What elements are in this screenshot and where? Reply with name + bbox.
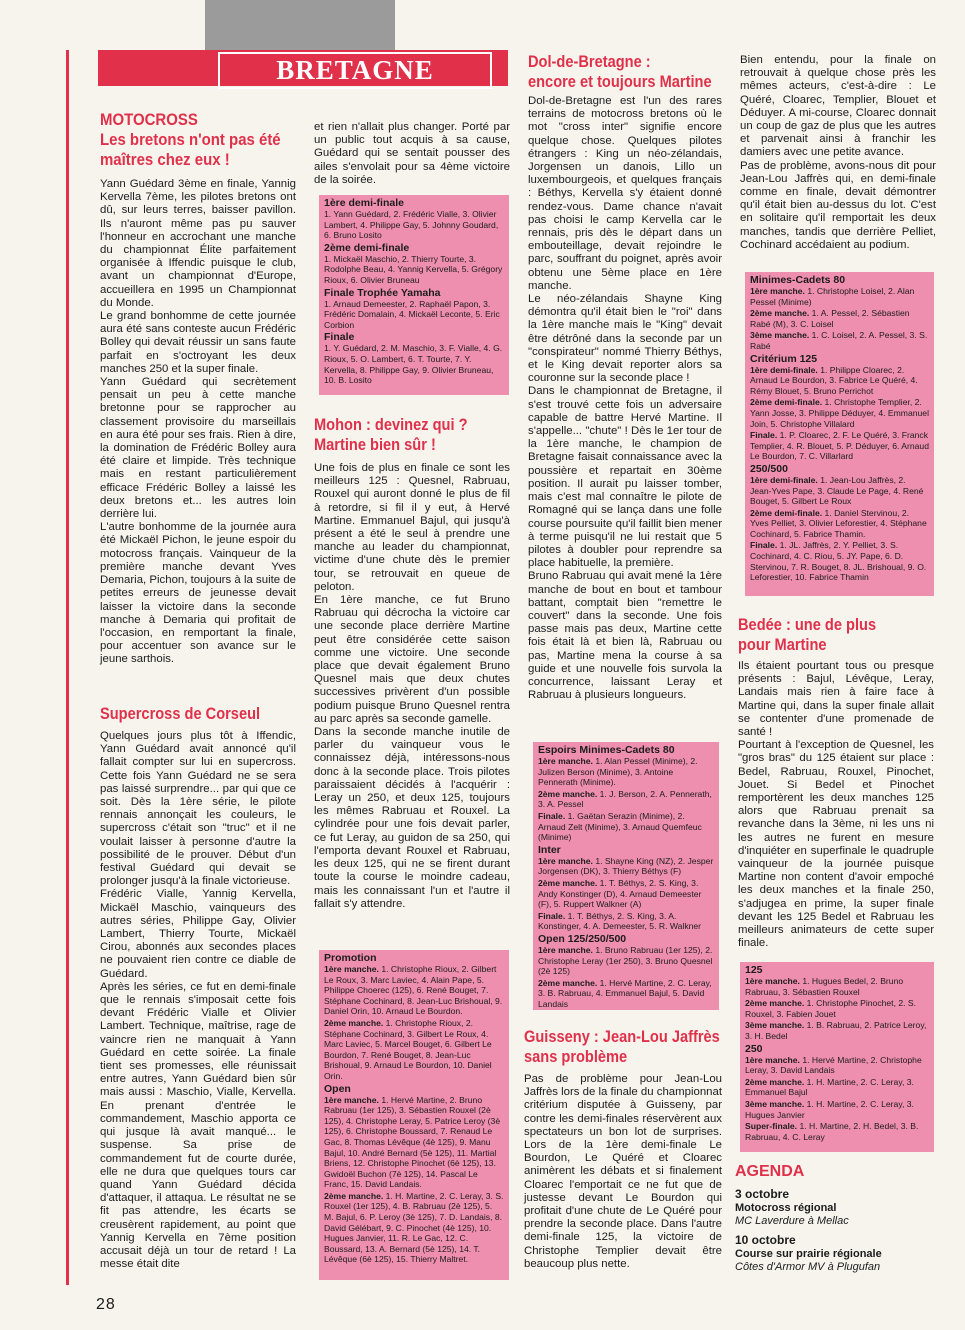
paragraph: Pas de problème, avons-nous dit pour Jean-Lou Jaffrès qui, en demi-finale comme en finale, devait démontrer qu'il était bien au-dessus du lot. C'est en solitaire qu'il remportait les deux manches, tandis que derrière Pelliet, Cochinard accédaient au podium.	[740, 159, 936, 251]
result-line	[750, 540, 929, 582]
result-label: Super-finale.	[745, 1121, 798, 1132]
result-line	[750, 308, 929, 329]
result-heading: 2ème demi-finale	[324, 241, 410, 254]
result-line	[324, 1018, 504, 1082]
paragraph: Pourtant à l'exception de Quesnel, les "gros bras" du 125 étaient sur place : Bedel, Rabruau, Rouxel, Pinochet, Jouet. Si Bedel et Pinochet remportèrent les deux manches 125 alors que Rabruau prenait sa revanche dans la 3ème, ni les uns ni les autres ne furent en mesure d'inquiéter en superfinale le quadruple vainqueur de la journée puisque Martine non content d'avoir empoché les deux manches et la finale 250, s'adjugea en prime, la super finale devant les 125 Bedel et Rabruau les meilleurs animateurs de cette super finale.	[738, 739, 934, 950]
result-label: 1ère demi-finale.	[750, 474, 818, 485]
mohon-results-box	[319, 950, 509, 1280]
bedee-article	[738, 660, 934, 950]
result-text: 1. Daniel Stervinou, 2. Yves Pelliet, 3. Olivier Leforestier, 4. Stéphane Cochinard, 5. Fabrice Thamin.	[750, 507, 927, 539]
result-line	[750, 365, 929, 397]
paragraph: Après les séries, ce fut en demi-finale que le rennais s'imposait cette fois devant Frédéric Vialle et Olivier Lambert. Technique, maîtrise, rage de vaincre rien ne manquait à Yann Guédard en cette soirée. La finale tient ses promesses, elle réunissait entre autres, Yann Guédard bien sûr mais aussi : Maschio, Vialle, Kervella. En prenant d'entrée le commandement, Maschio apporta ce qui jusque là avait manqué... le suspense. Sa prise de commandement fut de courte durée, elle ne dura que quelques tours car quand Yann Guédard décida d'attaquer, il attaqua. Le résultat ne se fit pas attendre, les écarts se creusèrent rapidement, au point que Yannig Kervella en 7ème position accusait déjà un tour de retard ! La messe était dite	[100, 980, 296, 1271]
result-heading: Minimes-Cadets 80	[750, 274, 846, 286]
paragraph: Bien entendu, pour la finale on retrouvait à quelque chose près les mêmes acteurs, c'est-à-dire : Le Quéré, Cloarec, Templier, Blouet et Déduyer. A mi-course, Cloarec donnait un coup de gaz de plus que les autres et parvenait ainsi à franchir les damiers avec une petite avance.	[740, 54, 936, 159]
paragraph: Dans le championnat de Bretagne, il s'est trouvé cette fois un adversaire capable de battre Hervé Martine. Il s'appelle... "chute" ! Dès le 1er tour de la 1ère manche, le champion de Bretagne faisait connaissance avec la poussière et repartait en 30ème position. Il aurait pu laisser tomber, mais c'est mal connaître le pilote de Romagné qui se lança dans une folle course poursuite qu'il faillit bien mener à terme puisqu'il ne lui restait que 5 pilotes à doubler pour reprendre sa place habituelle, la première.	[528, 385, 722, 570]
guisseny-title-line2: sans problème	[524, 1047, 628, 1066]
header-tab-decoration	[205, 0, 395, 50]
result-line	[538, 911, 714, 932]
dol-results-box	[533, 742, 719, 1010]
result-label: 1ère manche.	[324, 964, 379, 974]
paragraph: Yann Guédard 3ème en finale, Yannig Kervella 7ème, les pilotes bretons ont dû, sur leurs terres, baisser pavillon. Ils n'auront même pas pu sauver l'honneur en accrochant une manche du championnat Élite parfaitement organisée à Iffendic puisque le club, avant un championnat d'Europe, accueillera en 1995 un Championnat du Monde.	[100, 178, 296, 309]
result-label: 2ème demi-finale.	[750, 507, 823, 518]
result-text: 1. Shayne King (NZ), 2. Jesper Jorgensen (DK), 3. Thierry Béthys (F)	[538, 855, 714, 877]
result-line	[745, 998, 929, 1019]
result-line	[538, 756, 714, 788]
result-heading: 1ère demi-finale	[324, 197, 404, 209]
result-text: 1. Christophe Loisel, 2. Alan Pessel (Minime)	[750, 286, 915, 307]
result-text: 1. Christophe Pinochet, 2. S. Rouxel, 3. Fabien Jouet	[745, 998, 917, 1019]
agenda	[735, 1162, 935, 1274]
result-text: 1. Arnaud Demeester, 2. Raphaël Papon, 3. Frédéric Domalain, 4. Mickaël Leconte, 5. Eric Corbion	[324, 298, 500, 330]
dol-title-line2: encore et toujours Martine	[528, 72, 712, 91]
result-heading: Critérium 125	[750, 352, 818, 365]
result-line	[538, 945, 714, 977]
result-heading: Finale Trophée Yamaha	[324, 286, 441, 299]
result-text: 1. Christophe Rioux, 2. Gilbert Le Roux, 3. Marc Laviec, 4. Alain Pape, 5. Philippe Choerec (125), 6. René Bouget, 7. Stéphane Cochinard, 8. Jean-Luc Brishoual, 9. Daniel Orin, 10. Arnaud Le Bourdon.	[324, 964, 503, 1017]
paragraph: Frédéric Vialle, Yannig Kervella, Mickaël Maschio, vainqueurs des autres séries, Philippe Gay, Olivier Lambert, Thierry Tourte, Mickaël Cirou, abonnés aux secondes places ne pouvaient rien contre ce diable de Guédard.	[100, 888, 296, 980]
result-label: 1ère demi-finale.	[750, 364, 818, 375]
result-line	[745, 1055, 929, 1076]
result-label: 2ème manche.	[538, 877, 598, 888]
paragraph: En 1ère manche, ce fut Bruno Rabruau qui décrocha la victoire car une seconde place derrière Martine peut être considérée cette saison comme une victoire. Une seconde place que devait également Bruno Quesnel mais que deux chutes successives privèrent d'un possible podium puisque Bruno Quesnel rentra au parc après sa seconde gamelle.	[314, 594, 510, 725]
result-text: 1. P. Cloarec, 2. F. Le Quéré, 3. Franck Templier, 4. R. Blouet, 5. P. Déduyer, 6. Arnaud Le Bourdon, 7. C. Villarlard	[750, 430, 929, 462]
result-label: 1ère manche.	[538, 944, 593, 955]
mohon-title-line2: Martine bien sûr !	[314, 435, 436, 454]
result-line	[750, 397, 929, 429]
guisseny-title-line1: Guisseny : Jean-Lou Jaffrès	[524, 1027, 720, 1046]
agenda-location: MC Laverdure à Mellac	[735, 1215, 849, 1227]
result-label: 2ème manche.	[324, 1190, 384, 1201]
supercross-continuation: et rien n'allait plus changer. Porté par un public tout acquis à sa cause, Guédard qui se sentait pousser des ailes s'envolait pour sa 4ème victoire de la soirée.	[314, 121, 510, 186]
motocross-title: Les bretons n'ont pas été maîtres chez eux !	[100, 130, 281, 169]
result-line	[745, 1099, 929, 1120]
paragraph: L'autre bonhomme de la journée aura été Mickaël Pichon, le jeune espoir du motocross français. Vainqueur de la première manche devant Yves Demaria, Pichon, toujours à la suite de petites erreurs de jeunesse devait laisser la victoire dans la seconde manche à Demaria qui profitait de l'occasion, en remportant la finale, pour accentuer son avance sur le jeune sarthois.	[100, 521, 296, 666]
paragraph: Dans la seconde manche inutile de parler du vainqueur vous le connaissez déjà, intéressons-nous donc à la seconde place. Trois pilotes paraissaient décidés à l'acquérir : Leray un 250, et deux 125, toujours les mêmes Rabruau et Rouxel. La cylindrée pour une fois devait parler, ce fut Leray, au guidon de sa 250, qui l'emporta devant Rouxel et Rabruau, les deux 125, qui ne se firent durant toute la course le moindre cadeau, mais les connaissant l'un et l'autre il fallait s'y attendre.	[314, 726, 510, 910]
section-banner	[98, 50, 508, 86]
result-text: 1. J. Berson, 2. A. Pennerath, 3. A. Pessel	[538, 788, 712, 810]
result-line	[538, 978, 714, 1010]
left-red-rule	[66, 50, 69, 1285]
result-text: 1. Y. Guédard, 2. M. Maschio, 3. F. Vialle, 4. G. Rioux, 5. O. Lambert, 6. T. Tourte, 7. Y. Kervella, 8. Philippe Gay, 9. Olivier Bruneau, 10. B. Losito	[324, 343, 503, 386]
result-text: 1. Alan Pessel (Minime), 2. Julizen Berson (Minime), 3. Antoine Pennerath (Minime).	[538, 756, 698, 788]
result-label: 1ère manche.	[324, 1094, 379, 1105]
supercross-title: Supercross de Corseul	[100, 704, 261, 723]
agenda-location: Côtes d'Armor MV à Plugufan	[735, 1261, 881, 1273]
bedee-title-line2: pour Martine	[738, 635, 827, 654]
result-text: 1. T. Béthys, 2. S. King, 3. Andy Konstinger (D), 4. Arnaud Demeester (F), 5. Ruppert Walkner (A)	[538, 877, 702, 910]
dol-article	[528, 95, 722, 702]
result-label: 3ème manche.	[745, 1020, 805, 1031]
result-heading: Espoirs Minimes-Cadets 80	[538, 744, 675, 756]
result-text: 1. A. Pessel, 2. Sébastien Rabé (M), 3. C. Loisel	[750, 308, 910, 329]
result-heading: 250	[745, 1042, 763, 1055]
guisseny-continuation	[740, 54, 936, 252]
result-text: 1. H. Martine, 2. H. Bedel, 3. B. Rabruau, 4. C. Leray	[745, 1121, 919, 1142]
result-heading: Finale	[324, 331, 355, 344]
guisseny-article	[524, 1073, 722, 1271]
paragraph: Une fois de plus en finale ce sont les meilleurs 125 : Quesnel, Rabruau, Rouxel qui auront donné le plus de fil à retordre, si fil il y eut, à Hervé Martine. Emmanuel Bajul, qui jusqu'à présent a été le seul à prendre une manche au leader du championnat, victime d'une chute dès le premier tour, se retrouvait en queue de peloton.	[314, 462, 510, 593]
paragraph: Yann Guédard qui secrètement pensait un peu à cette manche bretonne pour se rapprocher au classement provisoire du marseillais en aura été pour ses frais. Rien à dire, la domination de Frédéric Bolley aura été claire et limpide. Très technique mais en restant particulièrement efficace Frédéric Bolley a laissé les deux bretons et... les autres loin derrière lui.	[100, 376, 296, 521]
result-line	[745, 1121, 929, 1142]
result-line	[745, 976, 929, 997]
supercross-article	[100, 730, 296, 1271]
result-line	[750, 430, 929, 462]
result-line	[750, 330, 929, 351]
result-label: 1ère manche.	[745, 976, 800, 986]
result-label: 1ère manche.	[745, 1054, 800, 1065]
result-label: Finale.	[750, 430, 778, 441]
result-text: 1. Hervé Martine, 2. Christophe Leray, 3. David Landais	[745, 1054, 922, 1076]
result-text: 1. Jean-Lou Jaffrès, 2. Jean-Yves Pape, 3. Claude Le Page, 4. René Bouget, 5. Gilbert Le Roux	[750, 474, 924, 507]
paragraph: Dol-de-Bretagne est l'un des rares terrains de motocross bretons où le mot "cross inter" signifie encore quelque chose. Quelques pilotes étrangers : King un néo-zélandais, Jorgensen un danois, Lillo un luxembourgeois, et quelques français : Béthys, Kervella s'y étaient donné rendez-vous. Dame chance n'avait pas choisi le camp Kervella car le rennais, pris dès le départ dans un embouteillage, devait rejoindre le parc, souffrant du poignet, après avoir obtenu une 5ème place en 1ère manche.	[528, 95, 722, 292]
result-text: 1. Hervé Martine, 2. Bruno Rabruau (1er 125), 3. Sébastien Rouxel (2è 125), 4. Christophe Leray, 5. Patrice Leroy (3è 125), 6. Christophe Boussard, 7. Renaud Le Gac, 8. Thomas Lévêque (4è 125), 9. Manu Bajul, 10. André Bernard (5è 125), 11. Martial Briens, 12. Christophe Pinochet (6è 125), 13. Gwidoël Buchon (7è 125), 14. Pascal Le Franc, 15. David Landais.	[324, 1094, 501, 1190]
dol-title-line1: Dol-de-Bretagne :	[528, 52, 651, 71]
result-text: 1. Gaëtan Serazin (Minime), 2. Arnaud Zelt (Minime), 3. Arnaud Quemfeuc (Minime)	[538, 810, 702, 843]
agenda-event	[735, 1187, 935, 1228]
result-text: 1. Bruno Rabruau (1er 125), 2. Christophe Leray (1er 250), 3. Bruno Quesnel (2è 125)	[538, 944, 713, 977]
paragraph: Bruno Rabruau qui avait mené la 1ère manche de bout en bout et tambour battant, comptait bien "remettre le couvert" dans la seconde. Une fois passe mais pas deux, Martine cette fois était là et bien là, Rabruau ou pas, Martine mena la course à sa guide et une nouvelle fois survola la concurrence, laissant Leray et Rabruau à plusieurs longueurs.	[528, 570, 722, 702]
result-text: 1. Mickaël Maschio, 2. Thierry Tourte, 3. Rodolphe Beau, 4. Yannig Kervella, 5. Grégory Rioux, 6. Olivier Bruneau	[324, 253, 503, 285]
result-label: 3ème manche.	[750, 330, 810, 341]
result-heading: Promotion	[324, 952, 377, 964]
result-label: 2ème manche.	[745, 998, 805, 1009]
result-line	[324, 1191, 504, 1265]
result-text: 1. H. Martine, 2. C. Leray, 3. Emmanuel Bajul	[745, 1076, 914, 1098]
result-label: 2ème manche.	[538, 977, 598, 988]
result-label: 2ème manche.	[538, 788, 598, 799]
result-text: 1. Hugues Bedel, 2. Bruno Rabruau, 3. Sébastien Rouxel	[745, 976, 904, 997]
motocross-kicker: MOTOCROSS	[100, 110, 198, 129]
result-text: 1. Philippe Cloarec, 2. Arnaud Le Bourdon, 3. Fabrice Le Quéré, 4. Rémy Blouet, 5. Bruno Perrichot	[750, 364, 918, 396]
result-heading: 250/500	[750, 462, 788, 475]
result-text: 1. T. Béthys, 2. S. King, 3. A. Konstinger, 4. A. Demeester, 5. R. Walkner	[538, 910, 702, 932]
result-text: 1. Christophe Rioux, 2. Stéphane Cochinard, 3. Gilbert Le Roux, 4. Marc Laviec, 5. Marcel Bouget, 6. Gilbert Le Bourdon, 7. René Bouget, 8. Jean-Luc Brishoual, 9. Arnaud Le Bourdon, 10. Daniel Orin.	[324, 1017, 492, 1081]
result-text: 1. Christophe Templier, 2. Yann Josse, 3. Philippe Déduyer, 4. Emmanuel Join, 5. Christophe Villalard	[750, 397, 929, 429]
result-line	[538, 878, 714, 910]
mohon-article	[314, 462, 510, 911]
result-line	[745, 1020, 929, 1041]
result-line	[538, 789, 714, 810]
result-heading: 125	[745, 964, 763, 976]
result-line	[538, 856, 714, 877]
result-label: 1ère manche.	[538, 855, 593, 866]
result-text: 1. Yann Guédard, 2. Frédéric Vialle, 3. Olivier Lambert, 4. Philippe Gay, 5. Johnny Goudard, 6. Bruno Losito	[324, 209, 499, 241]
mohon-title-line1: Mohon : devinez qui ?	[314, 415, 468, 434]
result-text: 1. B. Rabruau, 2. Patrice Leroy, 3. H. Bedel	[745, 1020, 927, 1041]
result-text: 1. H. Martine, 2. C. Leray, 3. Hugues Janvier	[745, 1098, 914, 1120]
result-line	[750, 475, 929, 507]
paragraph: Ils étaient pourtant tous ou presque présents : Bajul, Lévêque, Leray, Landais mais rien à faire face à Martine qui, dans la super finale allait se contenter d'une promenade de santé !	[738, 660, 934, 739]
banner-title: BRETAGNE	[218, 52, 492, 89]
result-heading: Open	[324, 1082, 351, 1095]
paragraph: Le grand bonhomme de cette journée aura été sans conteste aucun Frédéric Bolley qui devait réussir un sans faute parfait en s'octroyant les deux manches 250 et la super finale.	[100, 310, 296, 375]
result-heading: Open 125/250/500	[538, 932, 627, 945]
result-line	[750, 508, 929, 540]
result-text: 1. C. Loisel, 2. A. Pessel, 3. S. Rabé	[750, 330, 928, 351]
result-label: 2ème manche.	[745, 1076, 805, 1087]
paragraph: Quelques jours plus tôt à Iffendic, Yann Guédard avait annoncé qu'il fallait compter sur lui en supercross. Cette fois Yann Guédard ne se sera pas laissé surprendre... par qui que ce soit. Dès la 1ère série, le pilote rennais annonçait les couleurs, le supercross c'était son "truc" et il ne voulait laisser à personne d'autre la possibilité de le prouver. Début d'un festival Guédard qui devait se prolonger jusqu'à la finale victorieuse.	[100, 730, 296, 888]
result-line	[538, 811, 714, 843]
guisseny-results-box	[745, 272, 934, 596]
motocross-article	[100, 178, 296, 667]
result-text: 1. JL. Jaffrès, 2. Y. Pelliet, 3. S. Cochinard, 4. C. Riou, 5. JY. Pape, 6. D. Stervinou, 7. R. Bouget, 8. JL. Brishoual, 9. O. Leforestier, 10. Fabrice Thamin	[750, 540, 927, 583]
result-line	[324, 964, 504, 1017]
agenda-title: AGENDA	[735, 1163, 805, 1180]
result-label: 2ème demi-finale.	[750, 397, 823, 408]
agenda-date: 10 octobre	[735, 1233, 796, 1247]
result-label: Finale.	[750, 540, 778, 551]
result-label: 2ème manche.	[324, 1017, 384, 1028]
bedee-results-box	[740, 962, 934, 1152]
result-text: 1. H. Martine, 2. C. Leray, 3. S. Rouxel (1er 125), 4. B. Rabruau (2è 125), 5. M. Bajul, 6. P. Leroy (3è 125), 7. D. Landais, 8. David Gélébart, 9. C. Pinochet (4è 125), 10. Hugues Janvier, 11. R. Le Gac, 12. C. Boussard, 13. A. Bernard (5è 125), 14. T. Lévêque (6è 125), 15. Thierry Maltret.	[324, 1190, 504, 1265]
result-label: 1ère manche.	[538, 756, 593, 766]
corseul-results-box	[319, 195, 509, 395]
agenda-date: 3 octobre	[735, 1187, 790, 1201]
result-label: Finale.	[538, 910, 566, 921]
agenda-event-name: Motocross régional	[735, 1202, 837, 1214]
agenda-event-name: Course sur prairie régionale	[735, 1248, 882, 1260]
bedee-title-line1: Bedée : une de plus	[738, 615, 877, 634]
paragraph: Le néo-zélandais Shayne King démontra qu'il était bien le "roi" dans la 1ère manche mais le "King" devait être détrôné dans la seconde par un "conspirateur" nommé Thierry Béthys, et le King devait reporter alors sa couronne sur la seconde place !	[528, 293, 722, 385]
paragraph: Pas de problème pour Jean-Lou Jaffrès lors de la finale du championnat critérium disputée à Guisseny, par contre les demi-finales réservèrent aux spectateurs un bon lot de surprises. Lors de la 1ère demi-finale Le Bourdon, Le Quéré et Cloarec animèrent les débats et si finalement Cloarec l'emportait ce ne fut que de justesse devant Le Bourdon qui profitait d'une chute de Le Quéré pour prendre la seconde place. Dans l'autre demi-finale 125, la victoire de Christophe Templier devait être beaucoup plus nette.	[524, 1073, 722, 1270]
result-label: 3ème manche.	[745, 1098, 805, 1109]
result-line	[745, 1077, 929, 1098]
result-line	[750, 286, 929, 307]
result-line	[324, 1095, 504, 1190]
result-label: 2ème manche.	[750, 308, 810, 319]
page-number: 28	[96, 1296, 116, 1313]
result-label: Finale.	[538, 810, 566, 821]
result-text: 1. Hervé Martine, 2. C. Leray, 3. B. Rabruau, 4. Emmanuel Bajul, 5. David Landais	[538, 977, 712, 1009]
agenda-event	[735, 1233, 935, 1274]
result-label: 1ère manche.	[750, 286, 805, 296]
result-heading: Inter	[538, 843, 561, 856]
